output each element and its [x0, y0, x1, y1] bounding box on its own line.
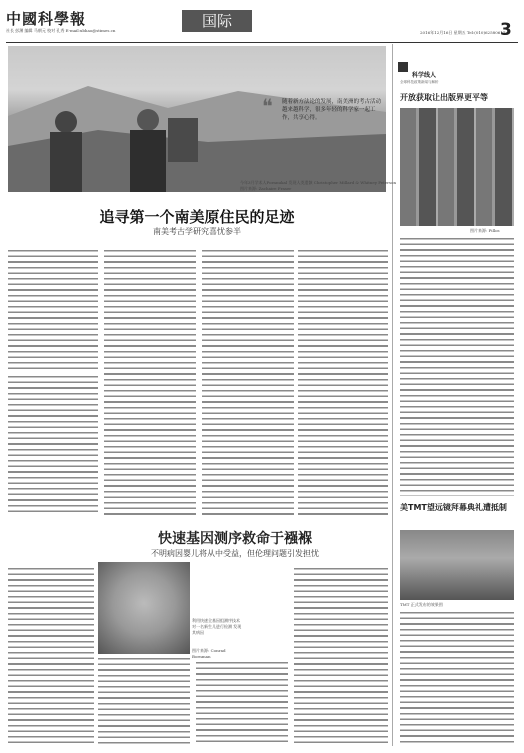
article-column-1b	[8, 376, 98, 516]
photo-credit: 图片来源: Zachaire Fraser	[240, 186, 292, 191]
newspaper-logo: 中國科學報	[6, 10, 87, 28]
main-headline: 追寻第一个南美原住民的足迹	[99, 208, 295, 226]
section-tab: 国际	[182, 10, 252, 32]
page-number: 3	[500, 20, 512, 40]
article-column-1	[8, 250, 98, 370]
second-photo-credit: 图片来源: Conrad Bornman	[192, 648, 226, 659]
telescope-caption: TMT 正式发布的效果图	[400, 602, 443, 607]
header-rule	[6, 42, 518, 43]
sidebar-headline: 开放获取让出版界更平等	[400, 93, 488, 102]
second-headline: 快速基因测序救命于襁褓	[158, 531, 312, 547]
column-rule	[392, 44, 393, 746]
sidebar-column	[400, 238, 514, 496]
sidebar-kicker: 科学线人	[412, 72, 437, 79]
second-subheadline: 不明病因婴儿将从中受益，但伦理问题引发担忧	[151, 549, 319, 558]
quote-mark-icon: ❝	[262, 94, 273, 118]
sidebar-kicker-sub: 全球科技政策新闻与解析	[400, 80, 439, 84]
photo-caption: 今年3月学术人Pornnukal 发现人类遗骸 Christopher Millard & Whitney Peterson	[240, 180, 397, 185]
books-photo	[400, 108, 514, 226]
article-column-2	[104, 250, 196, 516]
pull-quote: 随着新方法论的发展，南美洲的考古活动越来越科学，很多年轻的科学家一起工作，共享心得。	[282, 99, 382, 121]
second-column-2	[98, 658, 190, 746]
kicker-marker	[398, 62, 408, 72]
telescope-photo	[400, 530, 514, 600]
sidebar-headline-2: 美TMT望远镜拜幕典礼遭抵制	[400, 503, 507, 512]
date-line: 2016年12月16日 星期五 Tel:(010)62580617	[420, 30, 506, 35]
newborn-photo	[98, 562, 190, 654]
article-column-3	[202, 250, 294, 516]
second-column-3	[196, 662, 288, 746]
books-credit: 图片来源: Pillos	[470, 228, 500, 233]
main-subheadline: 南美考古学研究喜忧参半	[153, 227, 241, 236]
second-photo-caption: 利用快速全基因组测序技术 对一名新生儿进行检测 发现其病因	[192, 618, 242, 635]
sidebar-column-2	[400, 612, 514, 746]
article-column-4	[298, 250, 388, 516]
second-column-4	[294, 568, 388, 746]
second-column-1	[8, 568, 94, 746]
masthead-subline: 社长 彭渊 编辑 马朝元 校对 孔秀 E-mail:xbhao@stimes.cn	[6, 28, 116, 33]
